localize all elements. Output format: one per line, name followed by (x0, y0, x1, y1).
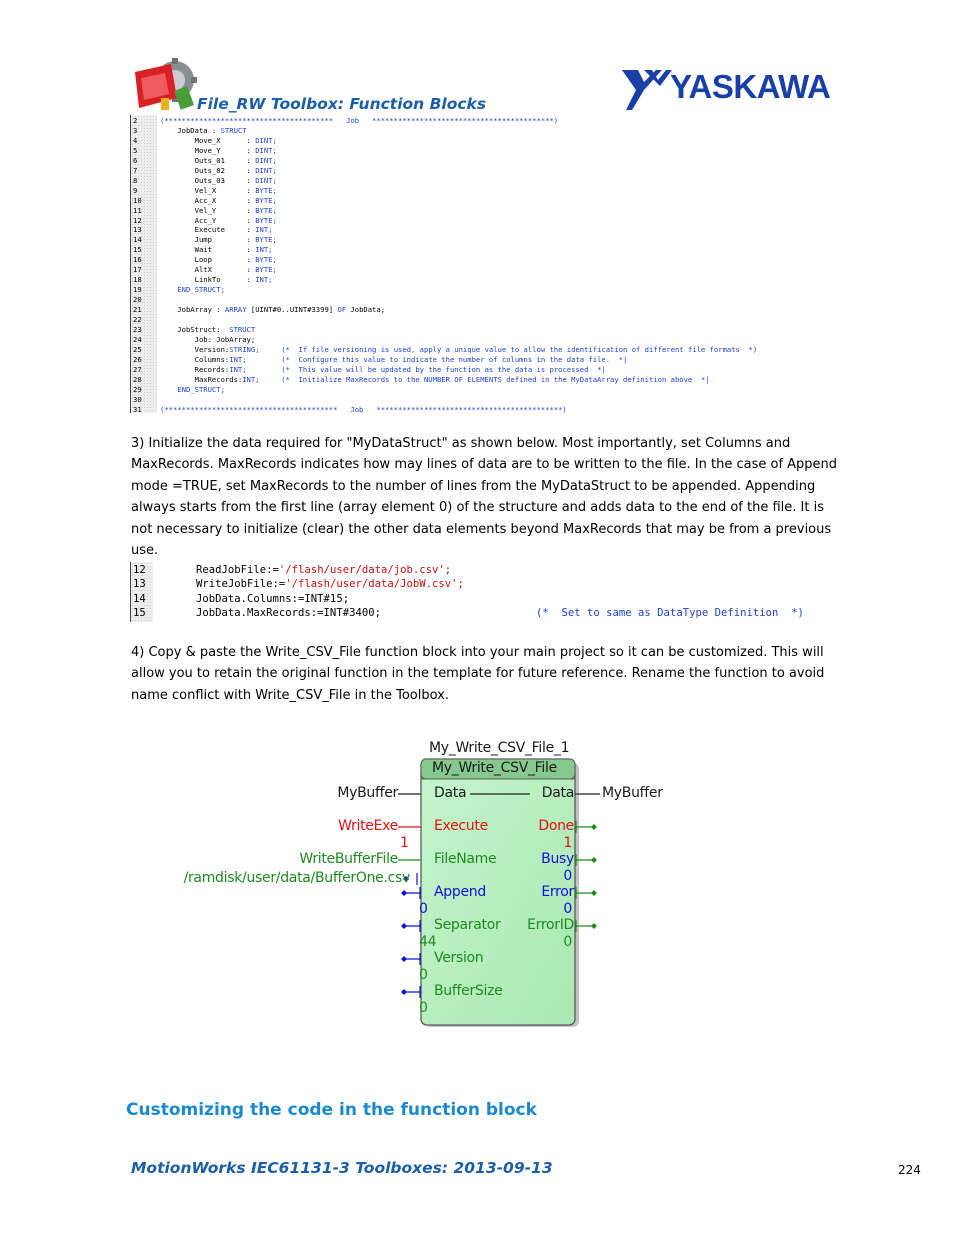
line-number: 3 (133, 125, 138, 135)
code-token: Loop : (160, 255, 256, 265)
code-text (160, 166, 277, 176)
code-token: (* This value will be updated by the function as the data is processed *| (281, 364, 606, 374)
output-value: 1 (563, 835, 572, 851)
code-token: JobData; (346, 305, 386, 315)
code-text (160, 405, 567, 415)
code-text (160, 116, 558, 126)
code-text (160, 235, 277, 245)
code-comment: (* Set to same as DataType Definition *) (536, 606, 804, 619)
function-block-diagram (180, 738, 680, 1038)
yaskawa-logo (622, 66, 844, 110)
code-text (160, 245, 273, 255)
code-text (160, 196, 277, 206)
code-token: Move_X : (160, 135, 256, 145)
code-token: Acc_Y : (160, 215, 256, 225)
code-text (160, 355, 627, 365)
line-number: 29 (133, 384, 142, 394)
code-token: INT; (229, 364, 247, 374)
line-number: 6 (133, 155, 138, 165)
code-token: Vel_X : (160, 185, 256, 195)
line-number: 9 (133, 185, 138, 195)
line-number: 31 (133, 404, 142, 414)
line-number: 22 (133, 315, 142, 324)
line-number: 17 (133, 265, 142, 275)
input-value: 1 (400, 835, 409, 851)
input-pin-label: Data (434, 785, 467, 801)
input-value: 0 (419, 967, 428, 983)
output-value: 0 (563, 934, 572, 950)
code-token: ARRAY (224, 305, 247, 315)
brand-name: YASKAWA (670, 68, 831, 105)
code-token: INT; (242, 374, 260, 384)
line-number: 20 (133, 295, 142, 305)
line-number: 14 (133, 235, 142, 245)
code-token: DINT; (255, 165, 277, 175)
input-pin-label: BufferSize (434, 983, 503, 999)
code-text (160, 365, 606, 375)
input-pin-label: FileName (434, 851, 497, 867)
line-number: 8 (133, 175, 138, 185)
output-pin-label: Busy (541, 851, 574, 867)
line-number: 11 (133, 205, 142, 215)
code-token: BYTE; (255, 205, 277, 215)
header-title: File_RW Toolbox: Function Blocks (197, 95, 487, 113)
section-heading: Customizing the code in the function block (126, 1100, 537, 1120)
input-connector-icon[interactable] (401, 956, 407, 962)
code-text (160, 375, 710, 385)
output-variable: MyBuffer (602, 785, 663, 801)
code-string: '/flash/user/data/JobW.csv'; (285, 578, 464, 591)
code-token: BYTE; (255, 235, 277, 245)
line-number: 4 (133, 135, 138, 145)
toolbox-logo (131, 58, 199, 114)
code-token: Columns: (160, 354, 230, 364)
code-token: STRING; (229, 344, 260, 354)
output-connector-icon[interactable] (591, 857, 597, 863)
code-text (160, 345, 757, 355)
code-text (160, 186, 277, 196)
line-number: 13 (133, 578, 146, 591)
code-token: (**************************************** Job *******************************************) (160, 404, 567, 414)
code-token: BYTE; (255, 265, 277, 275)
code-token: DINT; (255, 155, 277, 165)
input-value: /ramdisk/user/data/BufferOne.csv (183, 870, 410, 886)
code-text (160, 176, 277, 186)
input-connector-icon[interactable] (401, 890, 407, 896)
line-number: 27 (133, 364, 142, 374)
page-number: 224 (898, 1163, 921, 1177)
code-token: (* If file versioning is used, apply a unique value to allow the identification of different file formats *) (281, 344, 758, 354)
code-token: Job: JobArray; (160, 334, 256, 344)
line-number: 18 (133, 275, 142, 285)
output-pin-label: Error (541, 884, 574, 900)
code-text (160, 325, 255, 335)
code-text (160, 216, 277, 226)
output-pin-label: ErrorID (527, 917, 574, 933)
code-text (160, 225, 273, 235)
code-token: DINT; (255, 145, 277, 155)
input-connector-icon[interactable] (401, 923, 407, 929)
code-text (196, 563, 451, 577)
code-token: INT; (255, 275, 273, 285)
code-token: Execute : (160, 225, 256, 235)
input-pin-label: Execute (434, 818, 488, 834)
code-token: Outs_02 : (160, 165, 256, 175)
code-text (160, 305, 385, 315)
instance-name: My_Write_CSV_File_1 (429, 740, 570, 756)
code-text (160, 156, 277, 166)
code-text (160, 275, 273, 285)
output-connector-icon[interactable] (591, 923, 597, 929)
input-value: 0 (419, 1000, 428, 1016)
code-token: OF (337, 305, 347, 315)
output-value: 0 (563, 901, 572, 917)
code-token (247, 365, 282, 374)
code-block-initialization (130, 562, 846, 622)
code-token: DINT; (255, 135, 277, 145)
code-token: BYTE; (255, 195, 277, 205)
code-token: ReadJobFile:= (196, 564, 279, 576)
input-value: 44 (419, 934, 437, 950)
code-text (160, 335, 255, 345)
line-number: 7 (133, 165, 138, 175)
code-text (160, 285, 225, 295)
code-token: JobArray : (160, 305, 225, 315)
line-number: 12 (133, 564, 146, 576)
input-variable: WriteBufferFile (299, 851, 398, 867)
line-number: 28 (133, 374, 142, 384)
code-token: Acc_X : (160, 195, 256, 205)
code-token: Wait : (160, 245, 256, 255)
code-token: Outs_01 : (160, 155, 256, 165)
code-token: [UINT#0..UINT#3399] (246, 305, 338, 315)
line-number: 10 (133, 195, 142, 205)
code-token: BYTE; (255, 185, 277, 195)
line-number: 26 (133, 354, 142, 364)
code-token: BYTE; (255, 255, 277, 265)
code-text (160, 126, 247, 136)
code-token (247, 355, 282, 364)
input-value: 0 (419, 901, 428, 917)
code-token: (*************************************** Job ******************************************) (160, 116, 559, 125)
input-pin-label: Append (434, 884, 486, 900)
code-token: Jump : (160, 235, 256, 245)
code-token: JobData.MaxRecords:=INT#3400; (196, 606, 381, 619)
line-number: 12 (133, 215, 142, 225)
code-text (160, 206, 277, 216)
code-token: INT; (255, 245, 273, 255)
code-text (196, 577, 464, 591)
code-token: BYTE; (255, 215, 277, 225)
input-variable: MyBuffer (337, 785, 398, 801)
input-pin-label: Separator (434, 917, 501, 933)
code-string: '/flash/user/data/job.csv'; (278, 564, 452, 576)
code-token: Move_Y : (160, 145, 256, 155)
code-text (196, 592, 349, 606)
input-connector-icon[interactable] (401, 989, 407, 995)
code-token: JobData.Columns:=INT#15; (196, 592, 350, 605)
code-token: (* Configure this value to indicate the number of columns in the data file. *| (281, 354, 628, 364)
line-number: 21 (133, 305, 142, 315)
code-text (160, 136, 277, 146)
code-token: LinkTo : (160, 275, 256, 285)
code-token: Outs_03 : (160, 175, 256, 185)
line-number: 2 (133, 116, 138, 125)
line-number: 19 (133, 285, 142, 295)
line-number: 30 (133, 394, 142, 404)
code-block-structures (130, 115, 846, 413)
line-number: 16 (133, 255, 142, 265)
code-token: Vel_Y : (160, 205, 256, 215)
line-number: 13 (133, 225, 142, 235)
code-token: MaxRecords: (160, 374, 243, 384)
output-connector-icon[interactable] (591, 890, 597, 896)
line-number: 14 (133, 592, 146, 605)
code-text (160, 265, 277, 275)
code-text (160, 146, 277, 156)
output-pin-label: Done (538, 818, 574, 834)
code-token: JobStruct: (160, 324, 230, 334)
code-token: WriteJobFile:= (196, 578, 286, 591)
line-number: 15 (133, 245, 142, 255)
output-connector-icon[interactable] (591, 824, 597, 830)
input-pin-label: Version (434, 950, 484, 966)
output-pin-label: Data (541, 785, 574, 801)
code-token (260, 345, 282, 354)
line-number: 24 (133, 334, 142, 344)
code-token: INT; (229, 354, 247, 364)
code-token: END_STRUCT; (160, 285, 225, 295)
input-variable: WriteExe (338, 818, 398, 834)
paragraph-step-4: 4) Copy & paste the Write_CSV_File function block into your main project so it can be customized. This will allow you to retain the original function in the template for future reference. Rename the function to avoid name conflict with Write_CSV_File in the Toolbox. (131, 645, 825, 703)
code-token: DINT; (255, 175, 277, 185)
footer-title: MotionWorks IEC61131-3 Toolboxes: 2013-09-13 (131, 1159, 553, 1177)
code-token: Records: (160, 364, 230, 374)
code-token: JobData : (160, 125, 221, 135)
code-token: INT; (255, 225, 273, 235)
line-number: 25 (133, 344, 142, 354)
code-text (160, 255, 277, 265)
code-token: STRUCT (220, 125, 247, 135)
code-text (196, 606, 381, 620)
code-token: STRUCT (229, 324, 256, 334)
code-token: AltX : (160, 265, 256, 275)
code-token: (* Initialize MaxRecords to the NUMBER OF ELEMENTS defined in the MyDataArray definition above *| (281, 374, 710, 384)
code-token: Version: (160, 344, 230, 354)
line-number: 5 (133, 145, 138, 155)
line-number: 15 (133, 606, 146, 619)
line-number: 23 (133, 324, 142, 334)
block-type-name: My_Write_CSV_File (432, 760, 557, 776)
code-token: END_STRUCT; (160, 384, 225, 394)
output-value: 0 (563, 868, 572, 884)
code-token (260, 375, 282, 384)
code-text (160, 385, 225, 395)
paragraph-step-3: 3) Initialize the data required for "MyDataStruct" as shown below. Most importantly, set Columns and MaxRecords. MaxRecords indicates how may lines of data are to be written to the file. In the case of Append mode =TRUE, set MaxRecords to the number of lines from the MyDataStruct to be appended. Appending always starts from the first line (array element 0) of the structure and adds data to the end of the file. It is not necessary to initialize (clear) the other data elements beyond MaxRecords that may be from a previous use. (131, 436, 838, 559)
